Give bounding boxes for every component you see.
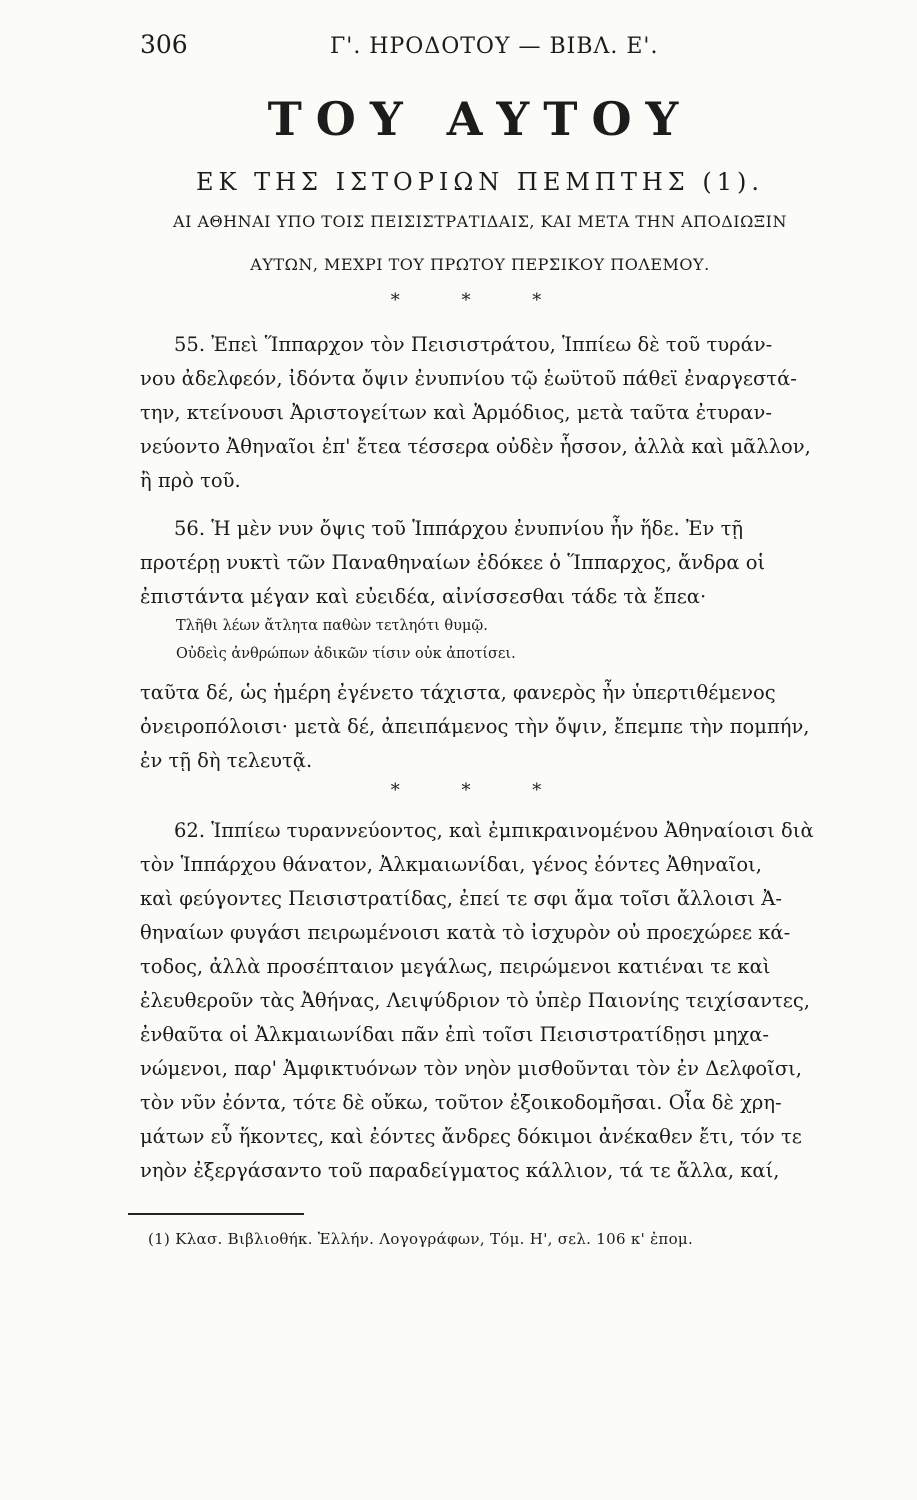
- text-line: θηναίων φυγάσι πειρωμένοισι κατὰ τὸ ἰσχυρὸν οὐ προεχώρεε κά-: [140, 921, 791, 944]
- text-line: ἐλευθεροῦν τὰς Ἀθήνας, Λειψύδριον τὸ ὑπὲρ Παιονίης τειχίσαντες,: [140, 989, 810, 1012]
- paragraph-62: [140, 814, 820, 1188]
- caption-line: ΑΙ ΑΘΗΝΑΙ ΥΠΟ ΤΟΙΣ ΠΕΙΣΙΣΤΡΑΤΙΔΑΙΣ, ΚΑΙ ΜΕΤΑ ΤΗΝ ΑΠΟΔΙΩΞΙΝ: [173, 212, 787, 231]
- verse-line: Οὐδεὶς ἀνθρώπων ἀδικῶν τίσιν οὐκ ἀποτίσει.: [176, 646, 516, 662]
- text-line: 55. Ἐπεὶ Ἵππαρχον τὸν Πεισιστράτου, Ἱππίεω δὲ τοῦ τυράν-: [174, 333, 773, 356]
- text-line: 62. Ἱππίεω τυραννεύοντος, καὶ ἐμπικραινομένου Ἀθηναίοισι διὰ: [174, 819, 814, 842]
- text-line: νου ἀδελφεόν, ἰδόντα ὄψιν ἐνυπνίου τῷ ἑωϋτοῦ πάθεϊ ἐναργεστά-: [140, 367, 797, 390]
- verse-quote: [176, 612, 816, 668]
- running-head: [140, 28, 820, 68]
- caption-line: ΑΥΤΩΝ, ΜΕΧΡΙ ΤΟΥ ΠΡΩΤΟΥ ΠΕΡΣΙΚΟΥ ΠΟΛΕΜΟΥ.: [250, 255, 710, 274]
- text-line: ἐν τῇ δὴ τελευτᾷ.: [140, 749, 313, 772]
- page-number: 306: [140, 30, 188, 59]
- footnote-rule: [128, 1213, 304, 1215]
- text-line: ἢ πρὸ τοῦ.: [140, 469, 241, 492]
- running-title: Γ'. ΗΡΟΔΟΤΟΥ — ΒΙΒΛ. Ε'.: [330, 34, 659, 59]
- text-line: νώμενοι, παρ' Ἀμφικτυόνων τὸν νηὸν μισθοῦνται τὸν ἐν Δελφοῖσι,: [140, 1057, 802, 1080]
- text-line: τὸν Ἱππάρχου θάνατον, Ἀλκμαιωνίδαι, γένος ἐόντες Ἀθηναῖοι,: [140, 853, 762, 876]
- text-line: 56. Ἡ μὲν νυν ὄψις τοῦ Ἱππάρχου ἐνυπνίου ἦν ἥδε. Ἐν τῇ: [174, 517, 744, 540]
- text-line: τὸν νῦν ἐόντα, τότε δὲ οὔκω, τοῦτον ἐξοικοδομῆσαι. Οἷα δὲ χρη-: [140, 1091, 782, 1114]
- section-separator: * * *: [390, 290, 570, 311]
- section-subtitle: ΕΚ ΤΗΣ ΙΣΤΟΡΙΩΝ ΠΕΜΠΤΗΣ (1).: [195, 168, 764, 196]
- text-line: προτέρῃ νυκτὶ τῶν Παναθηναίων ἐδόκεε ὁ Ἵππαρχος, ἄνδρα οἱ: [140, 551, 766, 574]
- text-line: την, κτείνουσι Ἀριστογείτων καὶ Ἁρμόδιος, μετὰ ταῦτα ἐτυραν-: [140, 401, 772, 424]
- text-line: ἐνθαῦτα οἱ Ἀλκμαιωνίδαι πᾶν ἐπὶ τοῖσι Πεισιστρατίδῃσι μηχα-: [140, 1023, 769, 1046]
- paragraph-55: [140, 328, 820, 498]
- text-line: ὀνειροπόλοισι· μετὰ δέ, ἀπειπάμενος τὴν ὄψιν, ἔπεμπε τὴν πομπήν,: [140, 715, 810, 738]
- text-line: νεύοντο Ἀθηναῖοι ἐπ' ἔτεα τέσσερα οὐδὲν ἧσσον, ἀλλὰ καὶ μᾶλλον,: [140, 435, 811, 458]
- verse-line: Τλῆθι λέων ἄτλητα παθὼν τετληότι θυμῷ.: [176, 618, 488, 634]
- section-title: ΤΟΥ ΑΥΤΟΥ: [267, 92, 693, 146]
- paragraph-56-continued: [140, 676, 820, 778]
- text-line: ἐπιστάντα μέγαν καὶ εὐειδέα, αἰνίσσεσθαι τάδε τὰ ἔπεα·: [140, 585, 707, 608]
- text-line: μάτων εὖ ἥκοντες, καὶ ἐόντες ἄνδρες δόκιμοι ἀνέκαθεν ἔτι, τόν τε: [140, 1125, 802, 1148]
- text-line: καὶ φεύγοντες Πεισιστρατίδας, ἐπεί τε σφι ἅμα τοῖσι ἄλλοισι Ἀ-: [140, 887, 782, 910]
- text-line: ταῦτα δέ, ὡς ἡμέρη ἐγένετο τάχιστα, φανερὸς ἦν ὑπερτιθέμενος: [140, 681, 776, 704]
- footnote: (1) Κλασ. Βιβλιοθήκ. Ἑλλήν. Λογογράφων, Τόμ. Η', σελ. 106 κ' ἑπομ.: [148, 1230, 694, 1248]
- paragraph-56: [140, 512, 820, 614]
- text-line: τοδος, ἀλλὰ προσέπταιον μεγάλως, πειρώμενοι κατιέναι τε καὶ: [140, 955, 771, 978]
- section-separator: * * *: [390, 780, 570, 801]
- text-line: νηὸν ἐξεργάσαντο τοῦ παραδείγματος κάλλιον, τά τε ἄλλα, καί,: [140, 1159, 780, 1182]
